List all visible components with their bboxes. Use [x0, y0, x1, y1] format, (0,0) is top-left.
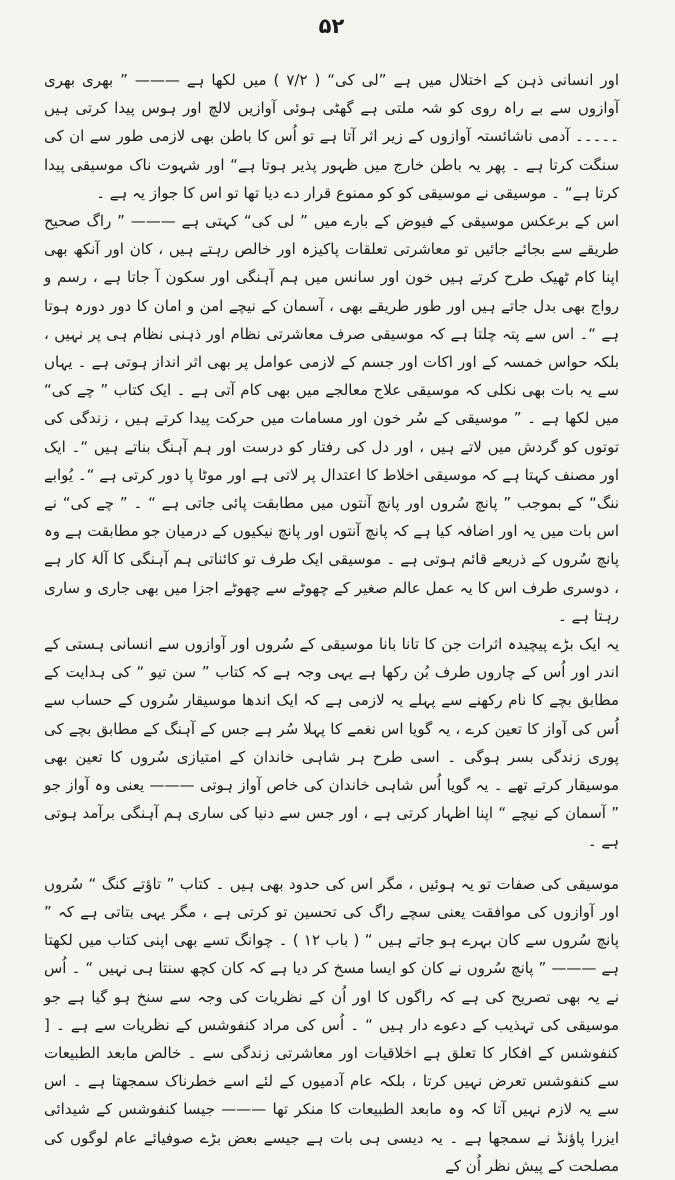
paragraph-2: اس کے برعکس موسیقی کے فیوض کے بارے میں ” لی کی“ کہتی ہے ——— ” راگ صحیح طریقے سے بجائے جائیں تو معاشرتی تعلقات پاکیزہ اور خالص رہتے ہیں ، کان اور آنکھ بھی اپنا کام ٹھیک طرح کرتے ہیں خون اور سانس میں ہم آہنگی اور سکون آ جاتا ہے ، رسم و رواج بھی بدل جاتے ہیں اور طور طریقے بھی ، آسمان کے نیچے امن و امان کا دور دورہ ہوتا ہے “۔ اس سے پتہ چلتا ہے کہ موسیقی صرف معاشرتی نظام اور ذہنی نظام ہی پر نہیں ، بلکہ حواس خمسہ کے اور اکات اور جسم کے لازمی عوامل پر بھی اثر انداز ہوتی ہے ۔ یہاں سے یہ بات بھی نکلی کہ موسیقی علاج معالجے میں بھی کام آتی ہے ۔ ایک کتاب ” چے کی“ میں لکھا ہے ۔ ” موسیقی کے سُر خون اور مسامات میں حرکت پیدا کرتے ہیں ، زندگی کی توتوں کو گردش میں لاتے ہیں ، اور دل کی رفتار کو درست اور ہم آہنگ بناتے ہیں “۔ ایک اور مصنف کہتا ہے کہ موسیقی اخلاط کا اعتدال پر لاتی ہے اور موٹا پا دور کرتی ہے “۔ یُوابے ننگ“ کے بموجب ” پانچ سُروں اور پانچ آنتوں میں مطابقت پائی جاتی ہے “ ۔ ” چے کی“ نے اس بات میں یہ اور اضافہ کیا ہے کہ پانچ آنتوں اور پانچ نیکیوں کے درمیان جو مطابقت ہے وہ پانچ سُروں کے ذریعے قائم ہوتی ہے ۔ موسیقی ایک طرف تو کائناتی ہم آہنگی کا آلۂ کار ہے ، دوسری طرف اس کا یہ عمل عالم صغیر کے چھوٹے سے چھوٹے اجزا میں بھی جاری و ساری رہتا ہے ۔: [44, 212, 619, 625]
paragraph-1: اور انسانی ذہن کے اختلال میں ہے ”لی کی“ ( ۷/۲ ) میں لکھا ہے ——— ” بھری بھری آوازوں سے بے راہ روی کو شہ ملتی ہے گھٹی ہوئی آوازیں لالچ اور ہوس پیدا کرتی ہیں ۔۔۔۔۔ آدمی ناشائستہ آوازوں کے زیر اثر آتا ہے تو اُس کا باطن بھی لازمی طور سے ان کی سنگت کرتا ہے ۔ پھر یہ باطن خارج میں ظہور پذیر ہوتا ہے“ اور شہوت ناک موسیقی پیدا کرتا ہے“ ۔ موسیقی نے موسیقی کو کو ممنوع قرار دے دیا تھا تو اس کا جواز یہ ہے ۔: [44, 71, 619, 202]
paragraph-3: یہ ایک بڑے پیچیدہ اثرات جن کا تانا بانا موسیقی کے سُروں اور آوازوں سے انسانی ہستی کے اندر اور اُس کے چاروں طرف بُن رکھا ہے یہی وجہ ہے کہ کتاب ” سن تیو “ کی ہدایت کے مطابق بچے کا نام رکھنے سے پہلے یہ لازمی ہے کہ ایک اندھا موسیقار سُروں کے حساب سے اُس کی آواز کا تعین کرے ، یہ گویا اس نغمے کا پہلا سُر ہے جس کے آہنگ کے مطابق بچے کی پوری زندگی بسر ہوگی ۔ اسی طرح ہر شاہی خاندان کے امتیازی سُروں کا تعین بھی موسیقار کرتے تھے ۔ یہ گویا اُس شاہی خاندان کی خاص آواز ہوتی ——— یعنی وہ آواز جو ” آسمان کے نیچے “ اپنا اظہار کرتی ہے ، اور جس سے دنیا کی ساری ہم آہنگی برآمد ہوتی ہے ۔: [44, 635, 619, 851]
page-number: ۵۲: [318, 14, 345, 38]
page-body: [44, 66, 619, 1180]
paragraph-4: موسیقی کی صفات تو یہ ہوئیں ، مگر اس کی حدود بھی ہیں ۔ کتاب ” تاؤتے کنگ “ سُروں اور آوازوں کی موافقت یعنی سچے راگ کی تحسین تو کرتی ہے ، مگر یہی بتاتی ہے کہ ” پانچ سُروں سے کان بہرے ہو جاتے ہیں “ ( باب ۱۲ ) ۔ چوانگ تسے بھی اپنی کتاب میں لکھتا ہے ——— ” پانچ سُروں نے کان کو ایسا مسخ کر دیا ہے کہ کان کچھ سنتا ہی نہیں “ ۔ اُس نے یہ بھی تصریح کی ہے کہ راگوں کا اور اُن کے نظریات کی وجہ سے سنخ ہو گیا ہے جو موسیقی کی تہذیب کے دعوے دار ہیں “ ۔ اُس کی مراد کنفوشس کے نظریات سے ہے ۔ [ کنفوشس کے افکار کا تعلق ہے اخلاقیات اور معاشرتی زندگی سے ۔ خالص مابعد الطبیعات سے کنفوشس تعرض نہیں کرتا ، بلکہ عام آدمیوں کے لئے اسے خطرناک سمجھتا ہے ۔ اس سے یہ لازم نہیں آتا کہ وہ مابعد الطبیعات کا منکر تھا ——— جیسا کنفوشس کے شیدائی ایزرا پاؤنڈ نے سمجھا ہے ۔ یہ دیسی ہی بات ہے جیسے بعض بڑے صوفیائے عام لوگوں کی مصلحت کے پیش نظر اُن کے: [44, 874, 619, 1175]
